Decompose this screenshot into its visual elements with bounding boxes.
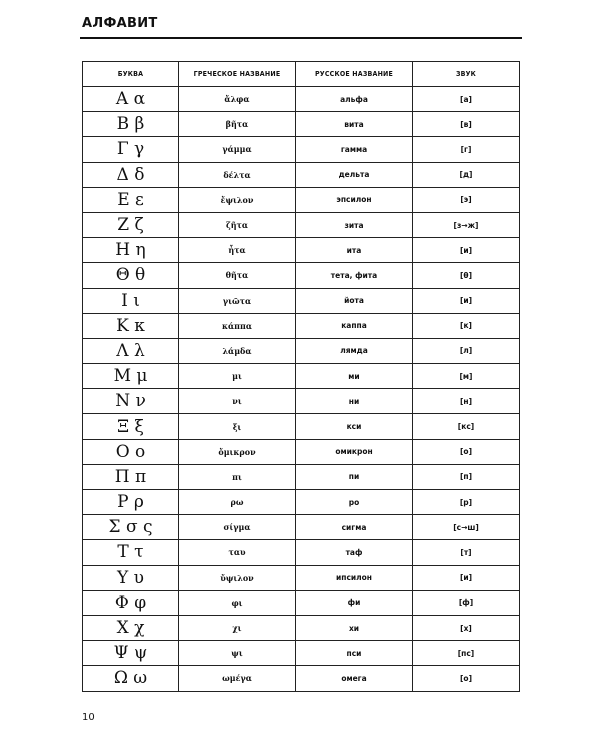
letter-cell: Β β (83, 112, 179, 137)
table-row (83, 162, 520, 187)
table-row (83, 490, 520, 515)
table-header-row (83, 62, 520, 87)
letter-cell: Α α (83, 87, 179, 112)
title-rule (80, 37, 522, 39)
sound-cell: [с→ш] (413, 515, 520, 540)
sound-cell: [н] (413, 389, 520, 414)
sound-cell: [о] (413, 439, 520, 464)
sound-cell: [и] (413, 565, 520, 590)
table-row (83, 212, 520, 237)
table-row (83, 288, 520, 313)
russian-name-cell: кси (296, 414, 413, 439)
greek-name-cell: βῆτα (179, 112, 296, 137)
letter-cell: Ο ο (83, 439, 179, 464)
header-sound: ЗВУК (413, 62, 520, 87)
greek-name-cell: κάππα (179, 313, 296, 338)
greek-name-cell: γιῶτα (179, 288, 296, 313)
alphabet-table (82, 61, 520, 692)
letter-cell: Μ μ (83, 364, 179, 389)
greek-name-cell: ζῆτα (179, 212, 296, 237)
sound-cell: [п] (413, 464, 520, 489)
sound-cell: [и] (413, 238, 520, 263)
russian-name-cell: тета, фита (296, 263, 413, 288)
greek-name-cell: νι (179, 389, 296, 414)
sound-cell: [э] (413, 187, 520, 212)
sound-cell: [в] (413, 112, 520, 137)
russian-name-cell: таф (296, 540, 413, 565)
table-row (83, 464, 520, 489)
table-row (83, 187, 520, 212)
russian-name-cell: лямда (296, 338, 413, 363)
table-row (83, 590, 520, 615)
russian-name-cell: ипсилон (296, 565, 413, 590)
russian-name-cell: альфа (296, 87, 413, 112)
table-row (83, 439, 520, 464)
greek-name-cell: φι (179, 590, 296, 615)
sound-cell: [и] (413, 288, 520, 313)
sound-cell: [з→ж] (413, 212, 520, 237)
table-row (83, 112, 520, 137)
greek-name-cell: ὄμικρον (179, 439, 296, 464)
letter-cell: Χ χ (83, 615, 179, 640)
table-row (83, 540, 520, 565)
greek-name-cell: ξι (179, 414, 296, 439)
greek-name-cell: λάμδα (179, 338, 296, 363)
table-row (83, 87, 520, 112)
greek-name-cell: ὔψιλον (179, 565, 296, 590)
letter-cell: Τ τ (83, 540, 179, 565)
table-row (83, 313, 520, 338)
table-row (83, 338, 520, 363)
russian-name-cell: омега (296, 666, 413, 691)
page-number: 10 (82, 712, 95, 723)
letter-cell: Φ φ (83, 590, 179, 615)
sound-cell: [л] (413, 338, 520, 363)
table-row (83, 565, 520, 590)
russian-name-cell: хи (296, 615, 413, 640)
letter-cell: Ω ω (83, 666, 179, 691)
sound-cell: [г] (413, 137, 520, 162)
russian-name-cell: вита (296, 112, 413, 137)
sound-cell: [ф] (413, 590, 520, 615)
letter-cell: Γ γ (83, 137, 179, 162)
sound-cell: [пс] (413, 641, 520, 666)
greek-name-cell: δέλτα (179, 162, 296, 187)
sound-cell: [р] (413, 490, 520, 515)
sound-cell: [д] (413, 162, 520, 187)
russian-name-cell: пи (296, 464, 413, 489)
sound-cell: [а] (413, 87, 520, 112)
letter-cell: Δ δ (83, 162, 179, 187)
russian-name-cell: зита (296, 212, 413, 237)
header-greek-name: ГРЕЧЕСКОЕ НАЗВАНИЕ (179, 62, 296, 87)
letter-cell: Ι ι (83, 288, 179, 313)
letter-cell: Ζ ζ (83, 212, 179, 237)
table-row (83, 364, 520, 389)
russian-name-cell: фи (296, 590, 413, 615)
greek-name-cell: ἔψιλον (179, 187, 296, 212)
letter-cell: Ρ ρ (83, 490, 179, 515)
sound-cell: [к] (413, 313, 520, 338)
letter-cell: Υ υ (83, 565, 179, 590)
table-row (83, 389, 520, 414)
russian-name-cell: ми (296, 364, 413, 389)
letter-cell: Λ λ (83, 338, 179, 363)
russian-name-cell: каппа (296, 313, 413, 338)
table-row (83, 515, 520, 540)
table-row (83, 414, 520, 439)
table-row (83, 238, 520, 263)
greek-name-cell: ταυ (179, 540, 296, 565)
russian-name-cell: сигма (296, 515, 413, 540)
table-row (83, 615, 520, 640)
table-row (83, 137, 520, 162)
greek-name-cell: γάμμα (179, 137, 296, 162)
letter-cell: Ν ν (83, 389, 179, 414)
greek-name-cell: πι (179, 464, 296, 489)
letter-cell: Θ θ (83, 263, 179, 288)
letter-cell: Π π (83, 464, 179, 489)
letter-cell: Κ κ (83, 313, 179, 338)
russian-name-cell: омикрон (296, 439, 413, 464)
russian-name-cell: йота (296, 288, 413, 313)
greek-name-cell: ἦτα (179, 238, 296, 263)
letter-cell: Σ σ ς (83, 515, 179, 540)
table-row (83, 641, 520, 666)
russian-name-cell: ни (296, 389, 413, 414)
russian-name-cell: ро (296, 490, 413, 515)
letter-cell: Ψ ψ (83, 641, 179, 666)
sound-cell: [х] (413, 615, 520, 640)
letter-cell: Ξ ξ (83, 414, 179, 439)
greek-name-cell: χι (179, 615, 296, 640)
header-letter: БУКВА (83, 62, 179, 87)
russian-name-cell: ита (296, 238, 413, 263)
greek-name-cell: θῆτα (179, 263, 296, 288)
sound-cell: [м] (413, 364, 520, 389)
greek-name-cell: ρω (179, 490, 296, 515)
letter-cell: Η η (83, 238, 179, 263)
greek-name-cell: σίγμα (179, 515, 296, 540)
header-russian-name: РУССКОЕ НАЗВАНИЕ (296, 62, 413, 87)
sound-cell: [т] (413, 540, 520, 565)
greek-name-cell: μι (179, 364, 296, 389)
greek-name-cell: ψι (179, 641, 296, 666)
russian-name-cell: гамма (296, 137, 413, 162)
table-row (83, 263, 520, 288)
table-row (83, 666, 520, 691)
sound-cell: [кс] (413, 414, 520, 439)
russian-name-cell: пси (296, 641, 413, 666)
russian-name-cell: дельта (296, 162, 413, 187)
sound-cell: [θ] (413, 263, 520, 288)
sound-cell: [о] (413, 666, 520, 691)
page-title: АЛФАВИТ (82, 16, 158, 31)
greek-name-cell: ωμέγα (179, 666, 296, 691)
russian-name-cell: эпсилон (296, 187, 413, 212)
greek-name-cell: ἄλφα (179, 87, 296, 112)
letter-cell: Ε ε (83, 187, 179, 212)
